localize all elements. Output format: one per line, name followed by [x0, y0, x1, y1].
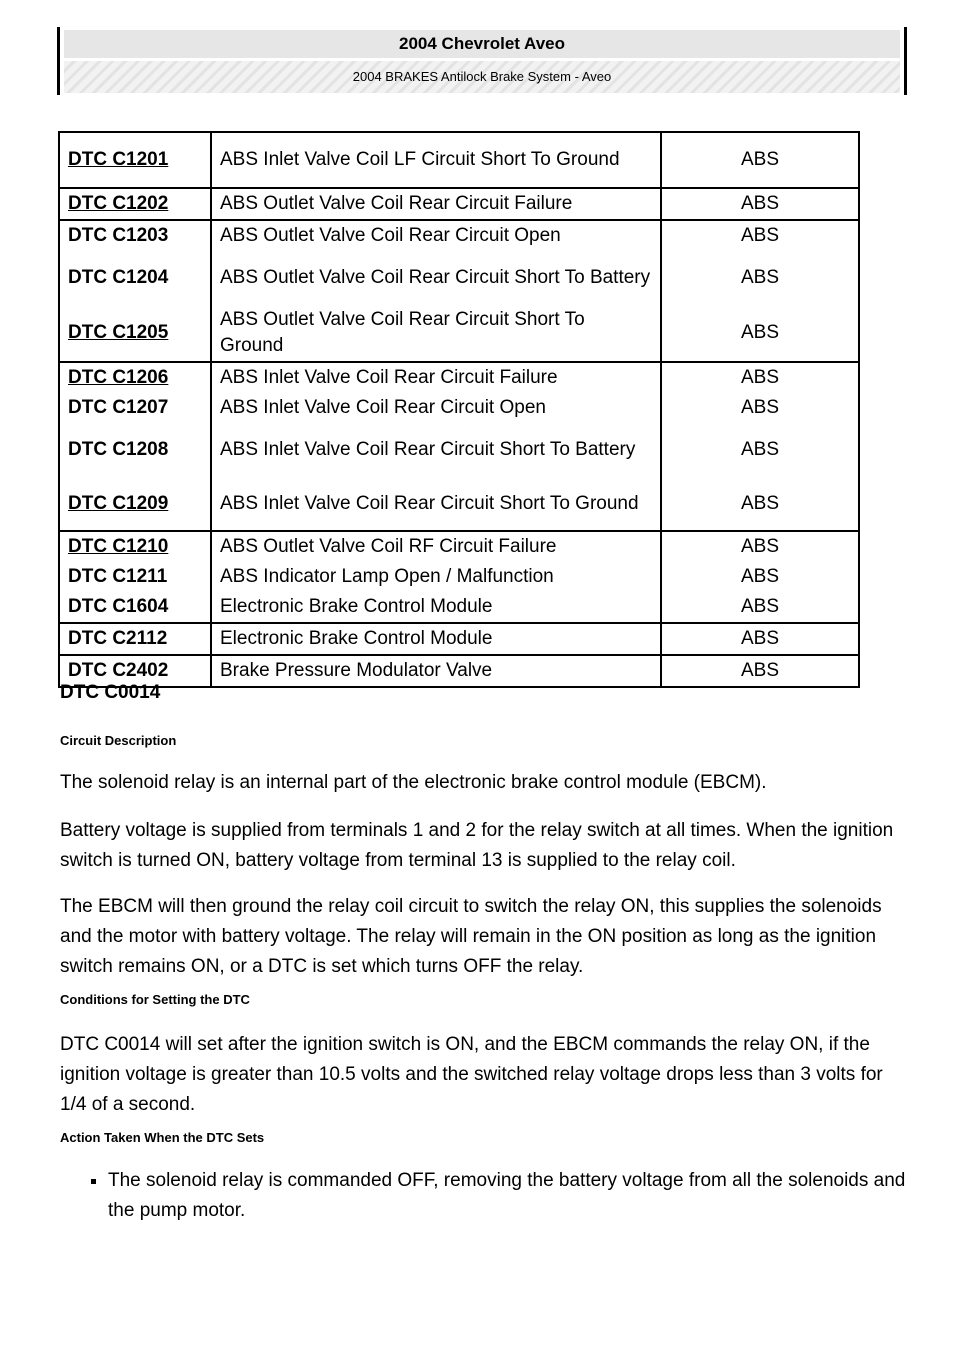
dtc-description: Brake Pressure Modulator Valve — [211, 655, 661, 687]
dtc-description: ABS Inlet Valve Coil LF Circuit Short To Ground — [211, 132, 661, 188]
table-row — [59, 531, 859, 562]
document-subtitle: 2004 BRAKES Antilock Brake System - Aveo — [64, 61, 900, 93]
list-item: ▪ The solenoid relay is commanded OFF, removing the battery voltage from all the solenoids and the pump motor. — [108, 1166, 908, 1226]
dtc-link[interactable]: DTC C1205 — [59, 305, 211, 362]
dtc-system: ABS — [740, 397, 780, 418]
dtc-code: DTC C1207 — [59, 393, 211, 423]
dtc-description: Electronic Brake Control Module — [211, 623, 661, 655]
paragraph-3: The EBCM will then ground the relay coil circuit to switch the relay ON, this supplies the solenoids and the motor with battery voltage. The relay will remain in the ON position as long as the ignition switch remains ON, or a DTC is set which turns OFF the relay. — [60, 896, 882, 977]
dtc-system: ABS — [661, 655, 859, 687]
table-row — [59, 393, 859, 423]
dtc-system: ABS — [661, 220, 859, 251]
table-row — [59, 423, 859, 477]
dtc-table — [58, 131, 860, 688]
section-title: DTC C0014 — [60, 682, 161, 703]
dtc-system: ABS — [740, 322, 780, 343]
action-list — [60, 1166, 908, 1226]
table-row — [59, 305, 859, 362]
circuit-description-heading: Circuit Description — [60, 733, 177, 748]
dtc-code: DTC C1203 — [59, 220, 211, 251]
dtc-link[interactable]: DTC C1201 — [59, 132, 211, 188]
dtc-description: ABS Inlet Valve Coil Rear Circuit Short To Ground — [211, 477, 661, 531]
dtc-code: DTC C1604 — [59, 592, 211, 623]
action-heading: Action Taken When the DTC Sets — [60, 1130, 265, 1145]
dtc-link[interactable]: DTC C1210 — [59, 531, 211, 562]
dtc-link[interactable]: DTC C1206 — [59, 362, 211, 393]
dtc-system: ABS — [661, 132, 859, 188]
dtc-system: ABS — [740, 439, 780, 460]
table-row — [59, 477, 859, 531]
dtc-code: DTC C2402 — [59, 655, 211, 687]
dtc-description: ABS Outlet Valve Coil Rear Circuit Short To Ground — [211, 305, 661, 362]
dtc-system: ABS — [740, 566, 780, 587]
table-row — [59, 623, 859, 655]
dtc-code: DTC C1204 — [59, 251, 211, 305]
dtc-code: DTC C1211 — [59, 562, 211, 592]
paragraph-2: Battery voltage is supplied from terminals 1 and 2 for the relay switch at all times. When the ignition switch is turned ON, battery voltage from terminal 13 is supplied to the relay coil. — [60, 820, 894, 871]
paragraph-1: The solenoid relay is an internal part of the electronic brake control module (EBCM). — [60, 772, 767, 793]
table-row — [59, 188, 859, 220]
dtc-link[interactable]: DTC C1202 — [59, 188, 211, 220]
dtc-description: ABS Inlet Valve Coil Rear Circuit Failure — [211, 362, 661, 393]
table-row — [59, 362, 859, 393]
dtc-description: ABS Inlet Valve Coil Rear Circuit Short To Battery — [211, 423, 661, 477]
dtc-description: ABS Outlet Valve Coil RF Circuit Failure — [211, 531, 661, 562]
document-header — [57, 27, 907, 95]
dtc-code: DTC C2112 — [59, 623, 211, 655]
dtc-description: Electronic Brake Control Module — [211, 592, 661, 623]
dtc-description: ABS Outlet Valve Coil Rear Circuit Short To Battery — [211, 251, 661, 305]
table-row — [59, 132, 859, 188]
dtc-system: ABS — [661, 623, 859, 655]
dtc-code: DTC C1208 — [59, 423, 211, 477]
table-row — [59, 592, 859, 623]
table-row — [59, 562, 859, 592]
conditions-heading: Conditions for Setting the DTC — [60, 992, 250, 1007]
table-row — [59, 220, 859, 251]
dtc-description: ABS Outlet Valve Coil Rear Circuit Failure — [211, 188, 661, 220]
dtc-link[interactable]: DTC C1209 — [59, 477, 211, 531]
document-title: 2004 Chevrolet Aveo — [64, 30, 900, 58]
dtc-system: ABS — [740, 492, 780, 514]
table-row — [59, 251, 859, 305]
dtc-system: ABS — [661, 531, 859, 562]
dtc-system: ABS — [740, 596, 780, 617]
dtc-system: ABS — [661, 362, 859, 393]
dtc-system: ABS — [661, 188, 859, 220]
dtc-description: ABS Inlet Valve Coil Rear Circuit Open — [211, 393, 661, 423]
paragraph-4: DTC C0014 will set after the ignition switch is ON, and the EBCM commands the relay ON, if the ignition voltage is greater than 10.5 volts and the switched relay voltage drops less than 3 volts for 1/4 of a second. — [60, 1034, 883, 1115]
dtc-description: ABS Outlet Valve Coil Rear Circuit Open — [211, 220, 661, 251]
dtc-description: ABS Indicator Lamp Open / Malfunction — [211, 562, 661, 592]
dtc-system: ABS — [740, 267, 780, 288]
